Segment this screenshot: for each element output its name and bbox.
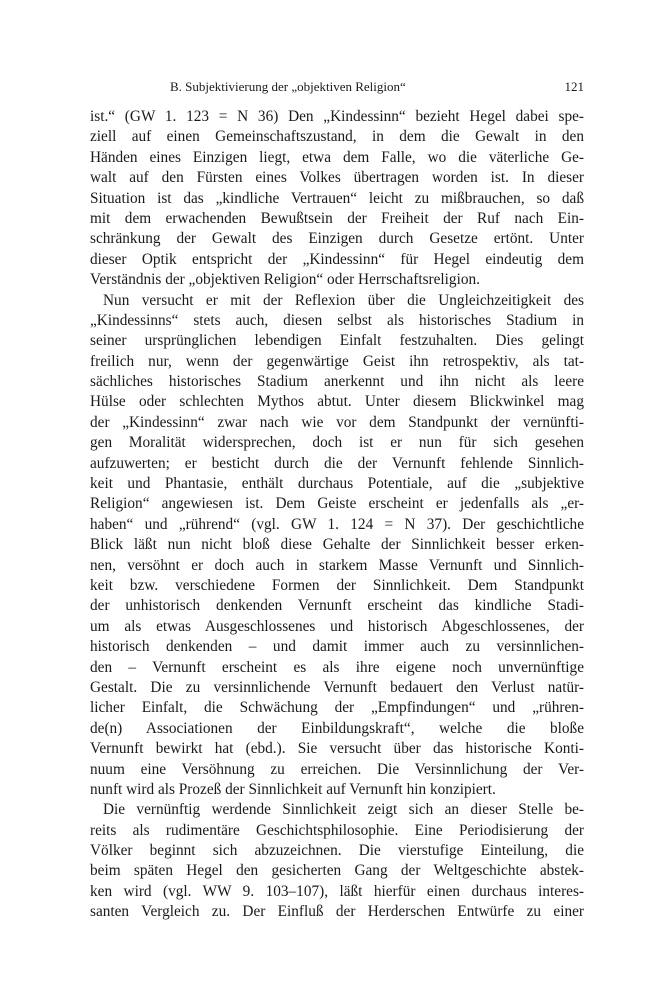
text-line: um als etwas Ausgeschlossenes und historisch Abgeschlossenes, der — [90, 617, 584, 635]
text-line: reits als rudimentäre Geschichtsphilosophie. Eine Periodisierung der — [90, 821, 584, 839]
page-number: 121 — [564, 79, 584, 94]
text-line: Die vernünftig werdende Sinnlichkeit zeigt sich an dieser Stelle be- — [103, 801, 584, 819]
text-line: mit dem erwachenden Bewußtsein der Freiheit der Ruf nach Ein- — [90, 209, 584, 227]
text-line: seiner ursprünglichen lebendigen Einfalt festzuhalten. Dies gelingt — [90, 332, 584, 350]
text-line: keit und Phantasie, enthält durchaus Potentiale, auf die „subjektive — [90, 475, 584, 493]
text-line: schränkung der Gewalt des Einzigen durch Gesetze ertönt. Unter — [90, 230, 584, 248]
text-line: Hülse oder schlechten Mythos abtut. Unter diesem Blickwinkel mag — [90, 393, 584, 411]
text-line: Religion“ angewiesen ist. Dem Geiste erscheint er jedenfalls als „er- — [90, 495, 584, 513]
text-line: Blick läßt nun nicht bloß diese Gehalte der Sinnlichkeit besser erken- — [90, 536, 584, 554]
text-line: haben“ und „rührend“ (vgl. GW 1. 124 = N 37). Der geschichtliche — [90, 515, 584, 533]
text-line: Nun versucht er mit der Reflexion über die Ungleichzeitigkeit des — [103, 291, 584, 309]
text-line: Situation ist das „kindliche Vertrauen“ leicht zu mißbrauchen, so daß — [90, 189, 584, 207]
text-line: nuum eine Versöhnung zu erreichen. Die Versinnlichung der Ver- — [90, 760, 584, 778]
text-line: de(n) Associationen der Einbildungskraft“, welche die bloße — [90, 719, 584, 737]
text-line: ist.“ (GW 1. 123 = N 36) Den „Kindessinn“ bezieht Hegel dabei spe- — [90, 108, 584, 125]
text-line: gen Moralität widersprechen, doch ist er nun für sich gesehen — [90, 434, 584, 452]
text-line: Gestalt. Die zu versinnlichende Vernunft bedauert den Verlust natür- — [90, 678, 584, 696]
text-line: ken wird (vgl. WW 9. 103–107), läßt hierfür einen durchaus interes- — [90, 882, 584, 900]
running-head — [90, 79, 584, 99]
body-text — [90, 107, 584, 923]
text-line: licher Einfalt, die Schwächung der „Empfindungen“ und „rühren- — [90, 699, 584, 717]
text-line: beim späten Hegel den gesicherten Gang der Weltgeschichte abstek- — [90, 862, 584, 880]
text-line: walt auf den Fürsten eines Volkes übertragen worden ist. In dieser — [90, 169, 584, 187]
text-line: historisch denkenden – und damit immer auch zu versinnlichen- — [90, 638, 584, 656]
running-title: B. Subjektivierung der „objektiven Religion“ — [170, 79, 406, 94]
text-line: ziell auf einen Gemeinschaftszustand, in dem die Gewalt in den — [90, 128, 584, 146]
text-line: Völker beginnt sich abzuzeichnen. Die vierstufige Einteilung, die — [90, 842, 584, 860]
text-line: Verständnis der „objektiven Religion“ oder Herrschaftsreligion. — [90, 271, 480, 289]
text-line: „Kindessinns“ stets auch, diesen selbst als historisches Stadium in — [90, 311, 584, 329]
text-line: Vernunft bewirkt hat (ebd.). Sie versucht über das historische Konti- — [90, 740, 584, 758]
text-line: keit bzw. verschiedene Formen der Sinnlichkeit. Dem Standpunkt — [90, 576, 584, 594]
text-line: der „Kindessinn“ zwar nach wie vor dem Standpunkt der vernünfti- — [90, 413, 584, 431]
text-line: nen, versöhnt er doch auch in starkem Masse Vernunft und Sinnlich- — [90, 556, 584, 574]
text-line: den – Vernunft erscheint es als ihre eigene noch unvernünftige — [90, 658, 584, 676]
text-line: aufzuwerten; er besticht durch die der Vernunft fehlende Sinnlich- — [90, 454, 584, 472]
text-line: dieser Optik entspricht der „Kindessinn“ für Hegel eindeutig dem — [90, 250, 584, 268]
text-line: freilich nur, wenn der gegenwärtige Geist ihn retrospektiv, als tat- — [90, 352, 584, 370]
text-line: santen Vergleich zu. Der Einfluß der Herderschen Entwürfe zu einer — [90, 903, 584, 921]
text-line: sächliches historisches Stadium anerkennt und ihn nicht als leere — [90, 373, 584, 391]
text-line: nunft wird als Prozeß der Sinnlichkeit auf Vernunft hin konzipiert. — [90, 780, 496, 798]
text-line: der unhistorisch denkenden Vernunft erscheint das kindliche Stadi- — [90, 597, 584, 615]
text-line: Händen eines Einzigen liegt, etwa dem Falle, wo die väterliche Ge- — [90, 148, 584, 166]
